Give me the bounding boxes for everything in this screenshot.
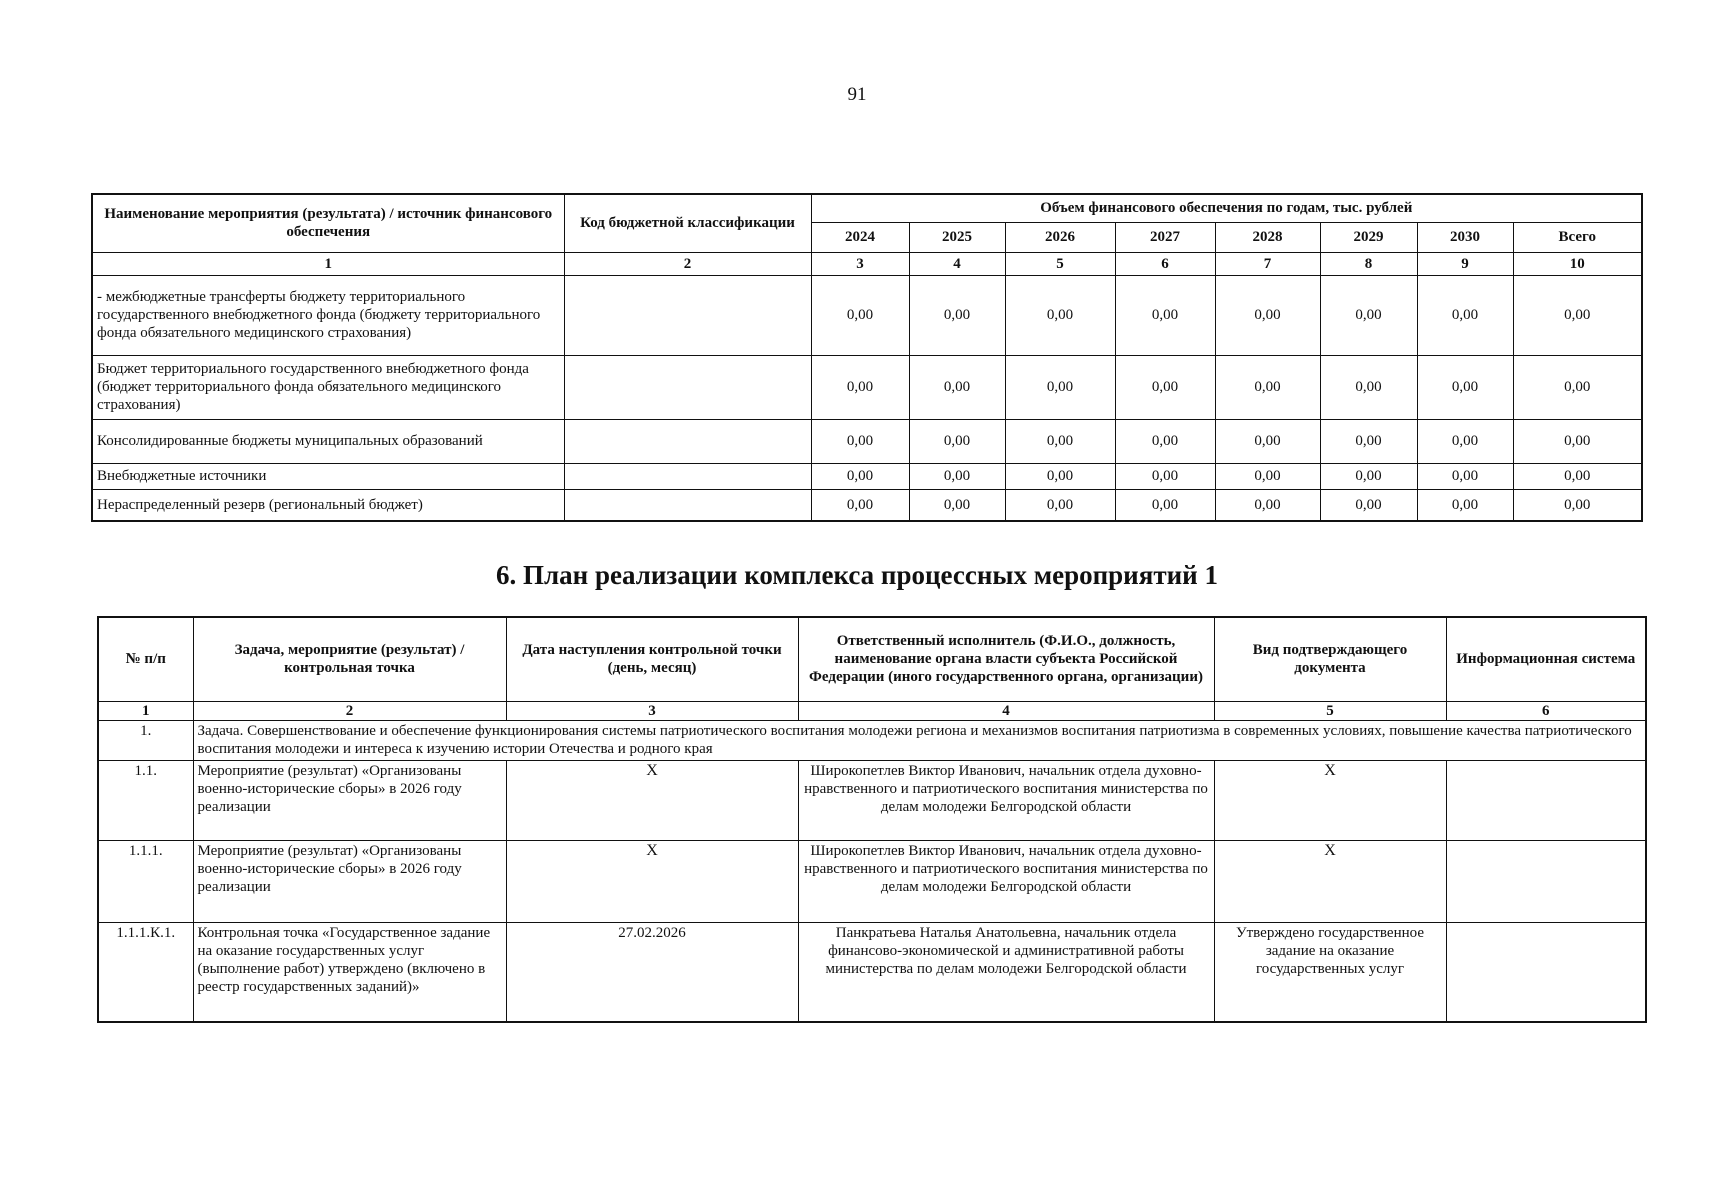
index-cell: 3 (811, 252, 909, 275)
plan-table (97, 616, 1647, 1023)
row-name: Бюджет территориального государственного внебюджетного фонда (бюджет территориального фонда обязательного медицинского страхования) (92, 355, 564, 419)
row-date: 27.02.2026 (506, 922, 798, 1022)
row-name: Нераспределенный резерв (региональный бюджет) (92, 489, 564, 521)
index-cell: 9 (1417, 252, 1513, 275)
value-cell: 0,00 (1215, 489, 1320, 521)
row-task: Мероприятие (результат) «Организованы военно-исторические сборы» в 2026 году реализации (193, 840, 506, 922)
value-cell: 0,00 (1215, 275, 1320, 355)
plan-row (98, 760, 1646, 840)
index-cell: 2 (193, 701, 506, 720)
value-cell: 0,00 (1215, 419, 1320, 463)
value-cell: 0,00 (1320, 489, 1417, 521)
header-year: 2027 (1115, 222, 1215, 252)
value-cell: 0,00 (1320, 463, 1417, 489)
header-num: № п/п (98, 617, 193, 701)
value-cell: 0,00 (1115, 419, 1215, 463)
header-total: Всего (1513, 222, 1642, 252)
finance-row (92, 463, 1642, 489)
finance-row (92, 355, 1642, 419)
value-cell: 0,00 (1513, 355, 1642, 419)
index-cell: 6 (1446, 701, 1646, 720)
row-task: Мероприятие (результат) «Организованы военно-исторические сборы» в 2026 году реализации (193, 760, 506, 840)
value-cell: 0,00 (1513, 463, 1642, 489)
header-name: Наименование мероприятия (результата) / источник финансового обеспечения (92, 194, 564, 252)
header-document: Вид подтверждающего документа (1214, 617, 1446, 701)
header-task: Задача, мероприятие (результат) / контрольная точка (193, 617, 506, 701)
value-cell: 0,00 (909, 489, 1005, 521)
row-code (564, 355, 811, 419)
index-cell: 6 (1115, 252, 1215, 275)
value-cell: 0,00 (1513, 419, 1642, 463)
page-number: 91 (847, 84, 867, 105)
value-cell: 0,00 (1417, 419, 1513, 463)
index-cell: 1 (98, 701, 193, 720)
value-cell: 0,00 (1417, 355, 1513, 419)
value-cell: 0,00 (1005, 463, 1115, 489)
task-num: 1. (98, 720, 193, 760)
value-cell: 0,00 (1115, 489, 1215, 521)
value-cell: 0,00 (811, 463, 909, 489)
row-name: Внебюджетные источники (92, 463, 564, 489)
index-cell: 4 (909, 252, 1005, 275)
value-cell: 0,00 (1115, 463, 1215, 489)
index-cell: 5 (1005, 252, 1115, 275)
header-responsible: Ответственный исполнитель (Ф.И.О., должность, наименование органа власти субъекта Российской Федерации (иного государственного органа, организации) (798, 617, 1214, 701)
header-year: 2028 (1215, 222, 1320, 252)
finance-row (92, 419, 1642, 463)
header-year: 2030 (1417, 222, 1513, 252)
index-row (98, 701, 1646, 720)
finance-table (91, 193, 1643, 522)
value-cell: 0,00 (1513, 275, 1642, 355)
header-date: Дата наступления контрольной точки (день, месяц) (506, 617, 798, 701)
row-code (564, 489, 811, 521)
row-document: X (1214, 760, 1446, 840)
row-document: X (1214, 840, 1446, 922)
value-cell: 0,00 (1215, 463, 1320, 489)
row-num: 1.1. (98, 760, 193, 840)
value-cell: 0,00 (1320, 275, 1417, 355)
finance-row (92, 275, 1642, 355)
value-cell: 0,00 (1005, 275, 1115, 355)
row-date: X (506, 840, 798, 922)
index-cell: 3 (506, 701, 798, 720)
value-cell: 0,00 (1320, 355, 1417, 419)
row-system (1446, 922, 1646, 1022)
row-code (564, 419, 811, 463)
value-cell: 0,00 (1513, 489, 1642, 521)
row-name: - межбюджетные трансферты бюджету территориального государственного внебюджетного фонда (бюджету территориального фонда обязательного медицинского страхования) (92, 275, 564, 355)
value-cell: 0,00 (909, 355, 1005, 419)
index-cell: 10 (1513, 252, 1642, 275)
row-responsible: Широкопетлев Виктор Иванович, начальник отдела духовно-нравственного и патриотического воспитания министерства по делам молодежи Белгородской области (798, 840, 1214, 922)
value-cell: 0,00 (1005, 355, 1115, 419)
value-cell: 0,00 (909, 275, 1005, 355)
value-cell: 0,00 (1320, 419, 1417, 463)
row-system (1446, 840, 1646, 922)
plan-row (98, 922, 1646, 1022)
value-cell: 0,00 (1005, 489, 1115, 521)
header-year: 2026 (1005, 222, 1115, 252)
row-code (564, 275, 811, 355)
plan-row (98, 840, 1646, 922)
row-system (1446, 760, 1646, 840)
header-year: 2025 (909, 222, 1005, 252)
value-cell: 0,00 (1115, 355, 1215, 419)
row-code (564, 463, 811, 489)
row-num: 1.1.1. (98, 840, 193, 922)
task-text: Задача. Совершенствование и обеспечение функционирования системы патриотического воспитания молодежи региона и механизмов воспитания патриотизма в современных условиях, повышение качества патриотического воспитания молодежи и интереса к изучению истории Отечества и родного края (193, 720, 1646, 760)
value-cell: 0,00 (811, 355, 909, 419)
value-cell: 0,00 (909, 463, 1005, 489)
value-cell: 0,00 (909, 419, 1005, 463)
header-system: Информационная система (1446, 617, 1646, 701)
index-cell: 1 (92, 252, 564, 275)
index-cell: 5 (1214, 701, 1446, 720)
row-document: Утверждено государственное задание на оказание государственных услуг (1214, 922, 1446, 1022)
header-year: 2024 (811, 222, 909, 252)
index-row (92, 252, 1642, 275)
value-cell: 0,00 (1215, 355, 1320, 419)
row-responsible: Широкопетлев Виктор Иванович, начальник отдела духовно-нравственного и патриотического воспитания министерства по делам молодежи Белгородской области (798, 760, 1214, 840)
value-cell: 0,00 (811, 489, 909, 521)
value-cell: 0,00 (1005, 419, 1115, 463)
row-name: Консолидированные бюджеты муниципальных образований (92, 419, 564, 463)
value-cell: 0,00 (811, 419, 909, 463)
index-cell: 2 (564, 252, 811, 275)
task-row (98, 720, 1646, 760)
row-task: Контрольная точка «Государственное задание на оказание государственных услуг (выполнение работ) утверждено (включено в реестр государственных заданий)» (193, 922, 506, 1022)
value-cell: 0,00 (1115, 275, 1215, 355)
row-num: 1.1.1.К.1. (98, 922, 193, 1022)
header-code: Код бюджетной классификации (564, 194, 811, 252)
finance-row (92, 489, 1642, 521)
value-cell: 0,00 (811, 275, 909, 355)
value-cell: 0,00 (1417, 275, 1513, 355)
index-cell: 8 (1320, 252, 1417, 275)
index-cell: 4 (798, 701, 1214, 720)
index-cell: 7 (1215, 252, 1320, 275)
section-title: 6. План реализации комплекса процессных мероприятий 1 (496, 560, 1218, 590)
header-year: 2029 (1320, 222, 1417, 252)
header-volume: Объем финансового обеспечения по годам, тыс. рублей (811, 194, 1642, 222)
value-cell: 0,00 (1417, 463, 1513, 489)
row-date: X (506, 760, 798, 840)
row-responsible: Панкратьева Наталья Анатольевна, начальник отдела финансово-экономической и административной работы министерства по делам молодежи Белгородской области (798, 922, 1214, 1022)
value-cell: 0,00 (1417, 489, 1513, 521)
